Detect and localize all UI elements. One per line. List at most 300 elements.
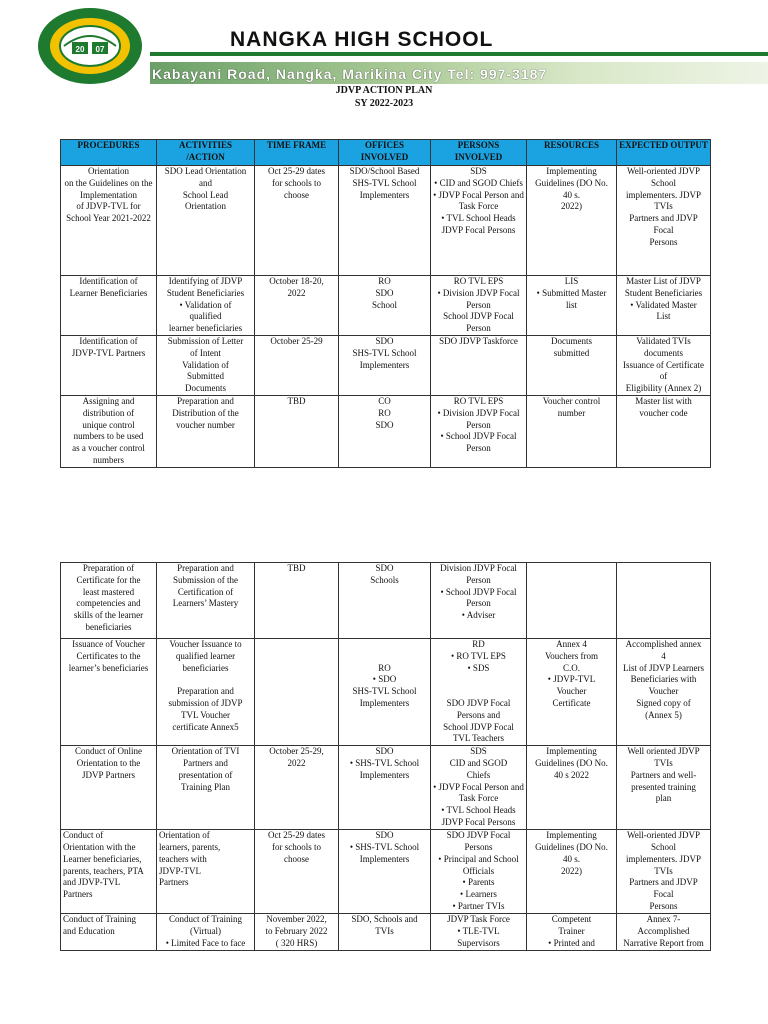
cell-line: RO TVL EPS — [453, 276, 504, 286]
cell-line: JDVP Focal Persons — [441, 224, 516, 235]
cell-procedures — [61, 746, 157, 830]
cell-line — [341, 651, 428, 663]
cell-line: Persons — [649, 900, 678, 911]
cell-line: • SHS-TVL School — [349, 841, 420, 852]
cell-time — [255, 166, 339, 276]
table-row — [61, 639, 711, 746]
cell-line: Beneficiaries with — [630, 674, 697, 685]
cell-line: Competent — [551, 914, 592, 925]
cell-line: distribution of — [82, 407, 135, 418]
cell-line: Guidelines (DO No. — [535, 757, 608, 768]
header-persons: PERSONS INVOLVED — [431, 140, 527, 166]
cell-offices — [339, 166, 431, 276]
cell-line: TVIs — [375, 925, 394, 936]
table-row — [61, 276, 711, 336]
cell-line: TVL Voucher — [180, 709, 231, 720]
cell-line: Master List of JDVP — [626, 276, 701, 286]
header-procedures: PROCEDURES — [61, 140, 157, 166]
cell-persons — [431, 276, 527, 336]
title-line-1: JDVP ACTION PLAN — [335, 85, 433, 96]
cell-line: Orientation of — [159, 830, 210, 841]
cell-line: submission of JDVP — [168, 697, 243, 708]
cell-offices — [339, 336, 431, 396]
cell-offices — [339, 563, 431, 639]
cell-line: SDO Lead Orientation — [164, 166, 247, 176]
cell-line: ( 320 HRS) — [275, 937, 318, 948]
cell-line: Validation of — [182, 359, 229, 370]
cell-line: RO — [378, 407, 391, 418]
cell-line: Implementing — [546, 746, 597, 757]
cell-line: October 25-29 — [270, 336, 323, 346]
cell-persons — [431, 563, 527, 639]
cell-line: for schools to — [272, 841, 321, 852]
cell-line: Voucher Issuance to — [169, 639, 242, 649]
cell-line: on the Guidelines on the Implementation — [64, 177, 153, 200]
cell-line: Orientation — [88, 166, 129, 176]
cell-line: implementers. JDVP — [626, 189, 701, 200]
cell-resources — [527, 276, 617, 336]
cell-line: and — [199, 177, 212, 188]
cell-offices — [339, 830, 431, 914]
cell-line: learner beneficiaries — [168, 323, 243, 334]
cell-line: TBD — [287, 396, 306, 406]
cell-line: 2022 — [287, 757, 306, 768]
cell-output — [617, 746, 711, 830]
cell-line: certificate Annex5 — [172, 721, 239, 732]
cell-line: School — [650, 841, 676, 852]
school-seal-logo — [30, 6, 150, 86]
cell-line: 4 — [661, 650, 666, 661]
header-expected-output: EXPECTED OUTPUT — [617, 140, 711, 166]
cell-line: Implementers — [359, 189, 410, 200]
cell-line: SDO — [375, 830, 394, 841]
cell-line: Voucher — [556, 686, 587, 697]
table-header-row — [61, 140, 711, 166]
cell-line: • JDVP Focal Person and Task Force — [433, 189, 524, 212]
cell-line: least mastered — [82, 586, 135, 597]
cell-line: Submitted — [186, 371, 224, 382]
cell-procedures — [61, 563, 157, 639]
cell-line: JDVP Partners — [82, 769, 135, 780]
table-row — [61, 396, 711, 468]
cell-line: • Adviser — [461, 610, 496, 621]
cell-line: Student Beneficiaries — [624, 287, 703, 298]
cell-line: Conduct of — [63, 830, 104, 841]
cell-line: SDS — [470, 746, 487, 757]
cell-line: C.O. — [562, 662, 580, 673]
cell-line: 40 s 2022 — [553, 769, 589, 780]
cell-line: learner’s beneficiaries — [68, 662, 149, 673]
cell-line: submitted — [553, 347, 590, 358]
cell-line: Eligibility (Annex 2) — [625, 383, 702, 394]
cell-line: JDVP-TVL Partners — [71, 347, 146, 358]
cell-output — [617, 396, 711, 468]
cell-procedures — [61, 336, 157, 396]
cell-line: numbers to be used — [73, 431, 144, 442]
cell-output — [617, 336, 711, 396]
cell-line: Conduct of Training — [63, 914, 137, 925]
cell-line: • Division JDVP Focal Person — [437, 287, 520, 310]
cell-time — [255, 563, 339, 639]
cell-line: Annex 4 — [556, 639, 587, 649]
cell-line: Implementing — [546, 166, 597, 176]
cell-line: • TVL School Heads — [441, 213, 516, 224]
cell-line: Certificate — [552, 697, 591, 708]
cell-line: Partners — [159, 877, 189, 888]
cell-line: Oct 25-29 dates — [268, 166, 325, 176]
cell-procedures — [61, 166, 157, 276]
cell-line: Signed copy of — [636, 697, 691, 708]
cell-resources — [527, 396, 617, 468]
cell-line: choose — [284, 853, 309, 864]
cell-line: Orientation with the — [63, 841, 136, 852]
cell-line: Identification of — [79, 276, 138, 286]
cell-line: competencies and — [76, 598, 141, 609]
cell-output — [617, 166, 711, 276]
cell-line — [341, 639, 428, 651]
cell-line: of JDVP-TVL for — [76, 201, 141, 212]
cell-line: Well-oriented JDVP — [626, 166, 700, 176]
cell-persons — [431, 914, 527, 950]
cell-line: Preparation and — [177, 563, 234, 573]
cell-line: • Learners — [460, 889, 497, 900]
cell-line: SHS-TVL School — [352, 686, 417, 697]
cell-line: Accomplished annex — [625, 639, 702, 649]
cell-line: Guidelines (DO No. — [535, 177, 608, 188]
cell-line: • Validated Master — [630, 299, 697, 310]
cell-line: JDVP Task Force — [447, 914, 510, 925]
cell-line: numbers — [93, 454, 124, 465]
header-time-frame: TIME FRAME — [255, 140, 339, 166]
header-rule — [150, 52, 768, 56]
cell-line: • Principal and School Officials — [438, 853, 519, 876]
cell-line: Persons and — [456, 709, 501, 720]
cell-line: and Education — [63, 925, 115, 936]
cell-line: • CID and SGOD Chiefs — [434, 177, 523, 188]
cell-line: Partners and JDVP — [629, 213, 698, 224]
action-plan-table-part1 — [60, 139, 711, 468]
cell-line: SDS — [470, 166, 487, 176]
cell-line: Trainer — [558, 925, 585, 936]
cell-resources — [527, 336, 617, 396]
cell-line: list — [565, 299, 577, 310]
cell-line: Chiefs — [466, 769, 491, 780]
cell-line: Preparation of — [82, 563, 135, 573]
cell-line: Learners’ Mastery — [172, 598, 239, 609]
cell-line: Supervisors — [457, 937, 500, 948]
cell-line: • SDS — [467, 662, 490, 673]
cell-line: (Annex 5) — [645, 709, 682, 720]
cell-line: School — [650, 177, 676, 188]
cell-line: SHS-TVL School — [352, 177, 417, 188]
cell-line: • Printed and — [548, 937, 595, 948]
cell-line: Issuance of Voucher — [72, 639, 145, 649]
cell-line: • Limited Face to face — [165, 937, 246, 948]
cell-line: • Partner TVIs — [452, 900, 505, 911]
cell-line — [159, 674, 252, 686]
cell-line: Preparation and — [177, 396, 234, 406]
cell-offices — [339, 639, 431, 746]
cell-line: RO TVL EPS — [453, 396, 504, 406]
cell-activities — [157, 336, 255, 396]
cell-line: Preparation and — [177, 686, 234, 697]
cell-resources — [527, 563, 617, 639]
cell-line: Voucher — [648, 686, 679, 697]
table-row — [61, 336, 711, 396]
cell-line: Documents — [185, 383, 226, 394]
cell-activities — [157, 830, 255, 914]
cell-time — [255, 830, 339, 914]
cell-line: implementers. JDVP — [626, 853, 701, 864]
cell-line: Student Beneficiaries — [166, 287, 245, 298]
cell-line: 2022 — [287, 287, 306, 298]
cell-line: Submission of the — [172, 574, 238, 585]
cell-procedures — [61, 830, 157, 914]
cell-line: Division JDVP Focal Person — [440, 563, 517, 585]
cell-line: List — [656, 311, 671, 322]
cell-line: TVL Teachers — [452, 733, 505, 744]
cell-line: SDO, Schools and — [351, 914, 418, 925]
cell-resources — [527, 914, 617, 950]
cell-line: • SDO — [372, 674, 397, 685]
cell-line: Partners and JDVP — [629, 877, 698, 888]
cell-line: October 25-29, — [269, 746, 324, 757]
cell-line: Certificate for the — [76, 574, 141, 585]
cell-time — [255, 276, 339, 336]
cell-line: parents, teachers, PTA — [63, 865, 144, 876]
cell-line: Persons — [649, 236, 678, 247]
cell-line: Implementers — [359, 853, 410, 864]
cell-line: SDO — [375, 419, 394, 430]
cell-time — [255, 639, 339, 746]
cell-line: Persons — [464, 841, 493, 852]
cell-line: SDO — [375, 287, 394, 298]
cell-line: Identifying of JDVP — [168, 276, 243, 286]
cell-offices — [339, 276, 431, 336]
cell-line: Well oriented JDVP — [627, 746, 700, 757]
cell-line: School JDVP Focal — [443, 721, 514, 732]
cell-line: Vouchers from — [544, 650, 599, 661]
cell-activities — [157, 276, 255, 336]
cell-line: SDO — [375, 746, 394, 757]
header-activities: ACTIVITIES /ACTION — [157, 140, 255, 166]
table-row — [61, 914, 711, 950]
table-row — [61, 746, 711, 830]
cell-line: • SHS-TVL School — [349, 757, 420, 768]
cell-offices — [339, 746, 431, 830]
cell-line: Implementers — [359, 359, 410, 370]
cell-line: Issuance of Certificate — [623, 359, 704, 370]
cell-offices — [339, 396, 431, 468]
cell-line: 2022) — [561, 201, 582, 212]
cell-line: • TVL School Heads — [441, 805, 516, 816]
cell-line: to February 2022 — [265, 925, 328, 936]
cell-line: Conduct of Training — [168, 914, 242, 925]
cell-line: School — [371, 299, 397, 310]
cell-line: beneficiaries — [85, 621, 132, 632]
cell-line: TVIs — [654, 865, 673, 876]
cell-line: plan — [655, 793, 672, 804]
cell-time — [255, 396, 339, 468]
table-row — [61, 166, 711, 276]
cell-line: Guidelines (DO No. — [535, 841, 608, 852]
cell-resources — [527, 830, 617, 914]
cell-line: Assigning and — [82, 396, 135, 406]
cell-line: • JDVP Focal Person and Task Force — [433, 781, 524, 804]
cell-offices — [339, 914, 431, 950]
cell-line: Implementers — [359, 697, 410, 708]
cell-line: Orientation of TVI — [171, 746, 240, 757]
cell-line: Partners and — [183, 757, 228, 768]
cell-line: number — [557, 407, 586, 418]
cell-line: voucher number — [176, 419, 235, 430]
table-row — [61, 830, 711, 914]
cell-line: Master list with — [635, 396, 692, 406]
cell-line: School Year 2021-2022 — [66, 213, 151, 224]
cell-line: • School JDVP Focal Person — [440, 586, 517, 609]
logo-year-left: 20 — [75, 45, 85, 54]
cell-line: Accomplished — [637, 925, 690, 936]
cell-resources — [527, 639, 617, 746]
cell-line: Certification of — [177, 586, 234, 597]
cell-line: SDO JDVP Taskforce — [439, 336, 518, 346]
cell-line: • Submitted Master — [536, 287, 607, 298]
cell-activities — [157, 563, 255, 639]
header-offices: OFFICES INVOLVED — [339, 140, 431, 166]
cell-line: Annex 7- — [646, 914, 681, 925]
cell-line: qualified learner — [175, 650, 236, 661]
cell-line: (Virtual) — [190, 925, 221, 936]
cell-line: CO — [378, 396, 391, 406]
cell-line: • Division JDVP Focal Person — [437, 407, 520, 430]
cell-line: Submission of Letter — [167, 336, 244, 346]
cell-line: Implementing — [546, 830, 597, 841]
action-plan-table-part2 — [60, 562, 711, 951]
cell-line: SDO/School Based — [349, 166, 420, 176]
cell-line: List of JDVP Learners — [623, 662, 704, 673]
cell-persons — [431, 746, 527, 830]
cell-line: RO — [378, 662, 391, 673]
cell-procedures — [61, 396, 157, 468]
cell-line: Focal — [653, 889, 674, 900]
cell-line: Documents — [551, 336, 592, 346]
cell-line: Partners — [63, 889, 93, 900]
cell-output — [617, 639, 711, 746]
cell-line: JDVP Focal Persons — [441, 816, 516, 827]
cell-line: SDO JDVP Focal — [446, 697, 511, 708]
cell-line: for schools to — [272, 177, 321, 188]
cell-line: RO — [378, 276, 391, 286]
cell-line — [433, 686, 524, 698]
cell-line: • Validation of — [179, 299, 232, 310]
cell-line: Partners and well- — [630, 769, 697, 780]
cell-resources — [527, 166, 617, 276]
cell-line: School JDVP Focal — [443, 311, 514, 322]
cell-line: RD — [472, 639, 485, 649]
cell-persons — [431, 830, 527, 914]
cell-output — [617, 276, 711, 336]
cell-line: Orientation to the — [76, 757, 141, 768]
cell-line: Validated TVIs — [636, 336, 691, 346]
cell-line: beneficiaries — [182, 662, 229, 673]
cell-output — [617, 563, 711, 639]
letterhead — [0, 0, 768, 92]
cell-line: of Intent — [190, 347, 221, 358]
cell-line: CID and SGOD — [449, 757, 508, 768]
cell-line: learners, parents, — [159, 841, 221, 852]
cell-resources — [527, 746, 617, 830]
document-title — [0, 84, 768, 110]
cell-activities — [157, 746, 255, 830]
cell-line: Narrative Report from — [623, 937, 704, 948]
cell-line: Identification of — [79, 336, 138, 346]
cell-line: Certificates to the — [76, 650, 141, 661]
cell-line: TVIs — [654, 201, 673, 212]
cell-line: skills of the learner — [73, 610, 144, 621]
cell-line: Person — [466, 323, 491, 334]
cell-line: 2022) — [561, 865, 582, 876]
cell-line: Distribution of the — [172, 407, 239, 418]
cell-line: Schools — [370, 574, 399, 585]
title-line-2: SY 2022-2023 — [354, 98, 414, 109]
cell-activities — [157, 639, 255, 746]
cell-line: choose — [284, 189, 309, 200]
cell-line: Voucher control — [542, 396, 601, 406]
cell-line: November 2022, — [266, 914, 327, 925]
cell-line: and JDVP-TVL — [63, 877, 121, 888]
cell-line: qualified — [189, 311, 222, 322]
cell-line: SDO JDVP Focal — [446, 830, 511, 841]
cell-line: documents — [644, 347, 683, 358]
cell-line: SHS-TVL School — [352, 347, 417, 358]
school-name: NANGKA HIGH SCHOOL — [230, 28, 494, 51]
cell-time — [255, 746, 339, 830]
cell-line: as a voucher control — [72, 443, 145, 454]
cell-line: • JDVP-TVL — [547, 674, 596, 685]
cell-output — [617, 914, 711, 950]
cell-line: School Lead — [182, 189, 229, 200]
cell-line: • School JDVP Focal Person — [440, 431, 517, 454]
cell-output — [617, 830, 711, 914]
cell-line: Implementers — [359, 769, 410, 780]
logo-year-right: 07 — [95, 45, 105, 54]
cell-line: presented training — [631, 781, 696, 792]
cell-line: teachers with — [159, 853, 207, 864]
cell-line: Orientation — [185, 201, 226, 212]
cell-persons — [431, 166, 527, 276]
cell-line: Training Plan — [181, 781, 230, 792]
cell-persons — [431, 336, 527, 396]
cell-line: of — [659, 371, 668, 382]
cell-line: Learner beneficiaries, — [63, 853, 142, 864]
cell-line: SDO — [375, 563, 394, 573]
cell-persons — [431, 396, 527, 468]
header-resources: RESOURCES — [527, 140, 617, 166]
cell-time — [255, 336, 339, 396]
cell-line: • RO TVL EPS — [451, 650, 506, 661]
cell-activities — [157, 914, 255, 950]
table-row — [61, 563, 711, 639]
cell-procedures — [61, 276, 157, 336]
cell-line: presentation of — [178, 769, 233, 780]
cell-persons — [431, 639, 527, 746]
cell-line: voucher code — [639, 407, 688, 418]
cell-line: 40 s. — [562, 189, 580, 200]
cell-line: Oct 25-29 dates — [268, 830, 325, 841]
cell-time — [255, 914, 339, 950]
cell-line: Learner Beneficiaries — [69, 287, 148, 298]
cell-line: unique control — [82, 419, 135, 430]
